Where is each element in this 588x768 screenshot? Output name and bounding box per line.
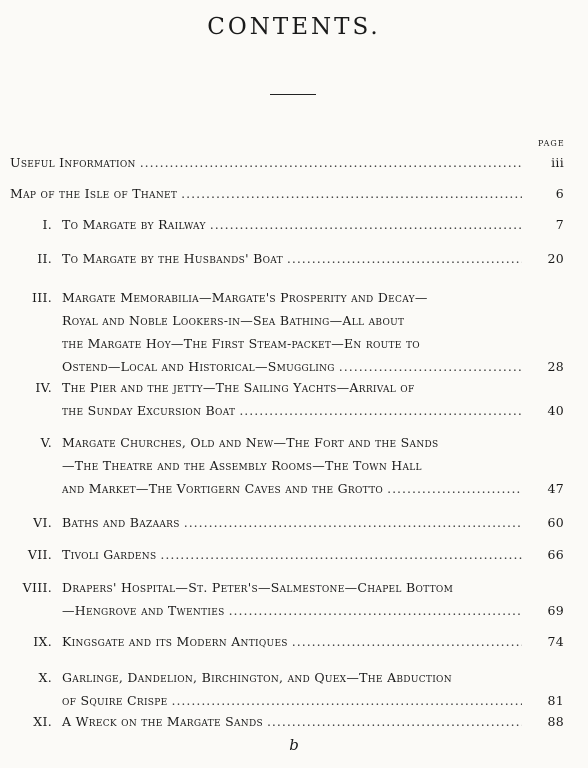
chapter-number: VII.	[27, 547, 52, 562]
entry-title-text: of Squire Crispe	[62, 693, 168, 708]
page-number: 60	[547, 515, 564, 530]
dot-leader	[156, 545, 522, 565]
entry-line	[62, 578, 522, 598]
page-number: 66	[547, 547, 564, 562]
chapter-number: III.	[32, 290, 52, 305]
entry-line	[62, 249, 522, 269]
entry-title-text: Drapers' Hospital—St. Peter's—Salmestone—Chapel Bottom	[62, 580, 454, 595]
entry-title-text: the Margate Hoy—The First Steam-packet—En route to	[62, 336, 420, 351]
page-number: 74	[547, 634, 564, 649]
dot-leader	[177, 184, 522, 204]
chapter-number: XI.	[33, 714, 52, 729]
entry-line	[62, 357, 522, 377]
page-number: 88	[547, 714, 564, 729]
dot-leader	[225, 601, 522, 621]
entry-line	[62, 401, 522, 421]
chapter-number: I.	[42, 217, 52, 232]
entry-line	[62, 691, 522, 711]
dot-leader	[263, 712, 522, 732]
entry-title-text: To Margate by Railway	[62, 217, 206, 232]
chapter-number: X.	[38, 670, 52, 685]
page-number: 81	[547, 693, 564, 708]
page-number: 6	[555, 186, 564, 201]
page-number: 47	[547, 481, 564, 496]
page-number: 20	[547, 251, 564, 266]
dot-leader	[288, 632, 522, 652]
entry-title-text: Ostend—Local and Historical—Smuggling	[62, 359, 335, 374]
entry-line	[62, 215, 522, 235]
dot-leader	[335, 357, 522, 377]
entry-line	[62, 433, 522, 453]
entry-line	[62, 479, 522, 499]
entry-title-text: Margate Churches, Old and New—The Fort and the Sands	[62, 435, 439, 450]
page-number: 69	[547, 603, 564, 618]
entry-line	[62, 668, 522, 688]
entry-line	[62, 545, 522, 565]
entry-title-text: A Wreck on the Margate Sands	[62, 714, 263, 729]
chapter-number: VI.	[33, 515, 52, 530]
entry-title-text: Tivoli Gardens	[62, 547, 157, 562]
entry-title-text: Map of the Isle of Thanet	[10, 186, 178, 201]
page-number: 40	[547, 403, 564, 418]
title-rule	[270, 94, 316, 95]
entry-line	[62, 311, 522, 331]
dot-leader	[136, 153, 522, 173]
entry-title-text: —Hengrove and Twenties	[62, 603, 225, 618]
dot-leader	[235, 401, 522, 421]
dot-leader	[383, 479, 522, 499]
chapter-number: IV.	[35, 380, 52, 395]
entry-title-text: the Sunday Excursion Boat	[62, 403, 236, 418]
entry-line	[62, 456, 522, 476]
entry-title-text: Garlinge, Dandelion, Birchington, and Quex—The Abduction	[62, 670, 452, 685]
entry-title-text: Useful Information	[10, 155, 136, 170]
chapter-number: IX.	[33, 634, 52, 649]
entry-title-text: To Margate by the Husbands' Boat	[62, 251, 283, 266]
page-column-label: PAGE	[538, 139, 565, 148]
page-number: 28	[547, 359, 564, 374]
page-title: CONTENTS.	[207, 14, 381, 40]
dot-leader	[180, 513, 522, 533]
entry-line	[62, 378, 522, 398]
entry-line	[10, 184, 522, 204]
entry-line	[10, 153, 522, 173]
entry-line	[62, 513, 522, 533]
chapter-number: VIII.	[22, 580, 52, 595]
entry-title-text: —The Theatre and the Assembly Rooms—The Town Hall	[62, 458, 422, 473]
dot-leader	[167, 691, 522, 711]
entry-line	[62, 288, 522, 308]
page-number: iii	[551, 155, 564, 170]
page-number: 7	[555, 217, 564, 232]
entry-line	[62, 712, 522, 732]
chapter-number: II.	[37, 251, 52, 266]
dot-leader	[206, 215, 522, 235]
entry-title-text: and Market—The Vortigern Caves and the Grotto	[62, 481, 384, 496]
dot-leader	[283, 249, 522, 269]
entry-title-text: Baths and Bazaars	[62, 515, 180, 530]
entry-title-text: Kingsgate and its Modern Antiques	[62, 634, 288, 649]
signature-mark: b	[289, 736, 299, 754]
entry-line	[62, 601, 522, 621]
entry-title-text: Royal and Noble Lookers-in—Sea Bathing—All about	[62, 313, 405, 328]
entry-title-text: Margate Memorabilia—Margate's Prosperity and Decay—	[62, 290, 428, 305]
chapter-number: V.	[40, 435, 52, 450]
entry-line	[62, 632, 522, 652]
entry-title-text: The Pier and the jetty—The Sailing Yachts—Arrival of	[62, 380, 415, 395]
entry-line	[62, 334, 522, 354]
